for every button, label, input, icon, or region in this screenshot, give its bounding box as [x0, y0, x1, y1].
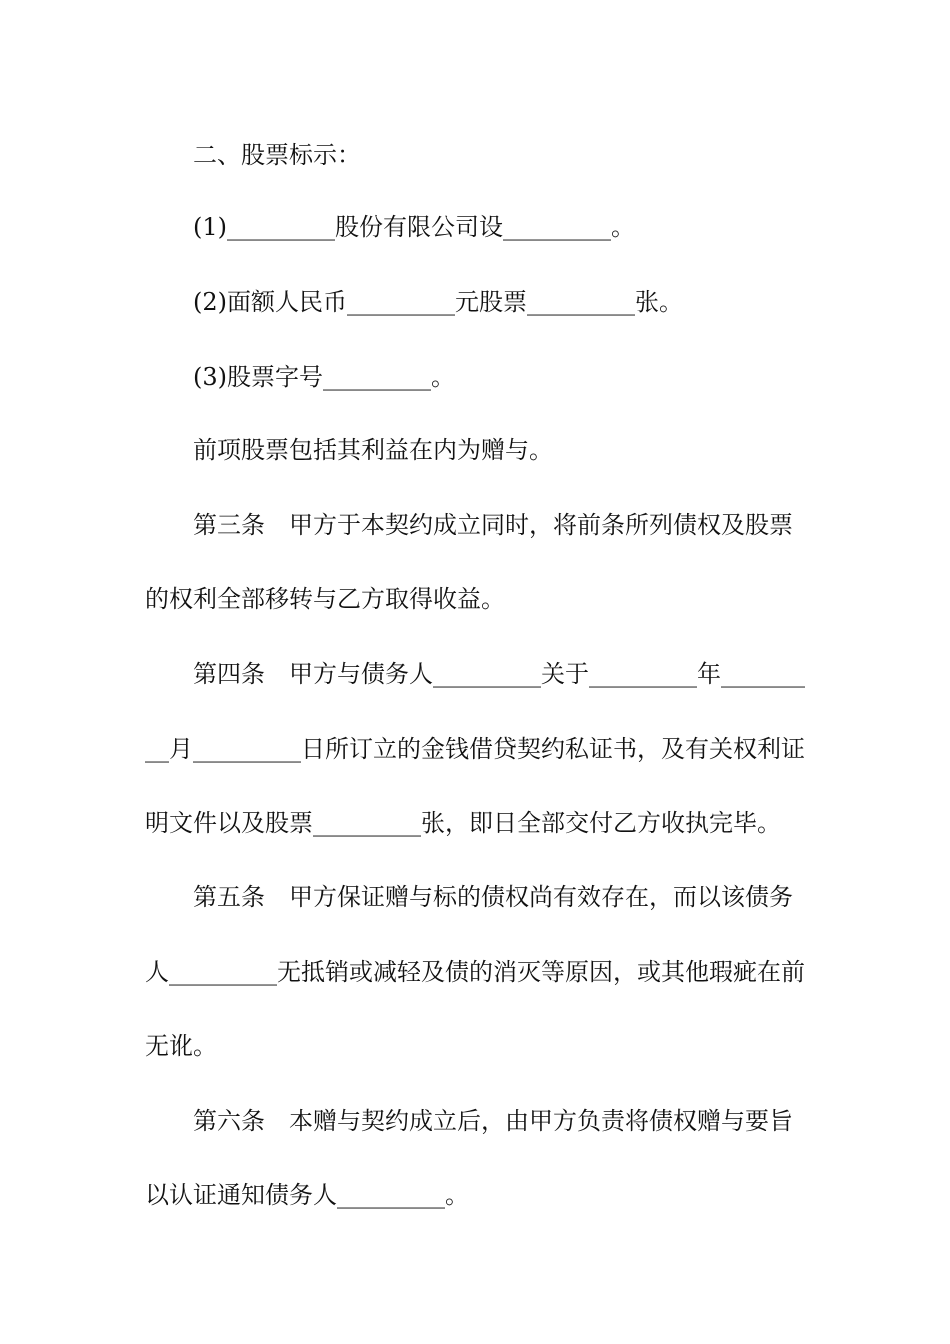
stock-item-2: (2)面额人民币_________元股票_________张。: [193, 288, 683, 316]
article-3-line-1: 第三条 甲方于本契约成立同时，将前条所列债权及股票: [193, 511, 793, 539]
stock-item-3: (3)股票字号_________。: [193, 363, 455, 391]
article-4-line-2: __月_________日所订立的金钱借贷契约私证书，及有关权利证: [145, 735, 805, 763]
article-4-line-1: 第四条 甲方与债务人_________关于_________年_______: [193, 660, 805, 688]
article-5-line-3: 无讹。: [145, 1032, 217, 1060]
article-6-line-2: 以认证通知债务人_________。: [145, 1181, 469, 1209]
article-4-line-3: 明文件以及股票_________张，即日全部交付乙方收执完毕。: [145, 809, 781, 837]
paragraph-stock-gift: 前项股票包括其利益在内为赠与。: [193, 436, 553, 464]
article-5-line-1: 第五条 甲方保证赠与标的债权尚有效存在，而以该债务: [193, 883, 793, 911]
article-5-line-2: 人_________无抵销或减轻及债的消灭等原因，或其他瑕疵在前: [145, 958, 805, 986]
article-3-line-2: 的权利全部移转与乙方取得收益。: [145, 585, 505, 613]
section-heading-stock-designation: 二、股票标示：: [193, 141, 361, 169]
stock-item-1: (1)_________股份有限公司设_________。: [193, 213, 635, 241]
article-6-line-1: 第六条 本赠与契约成立后，由甲方负责将债权赠与要旨: [193, 1107, 793, 1135]
